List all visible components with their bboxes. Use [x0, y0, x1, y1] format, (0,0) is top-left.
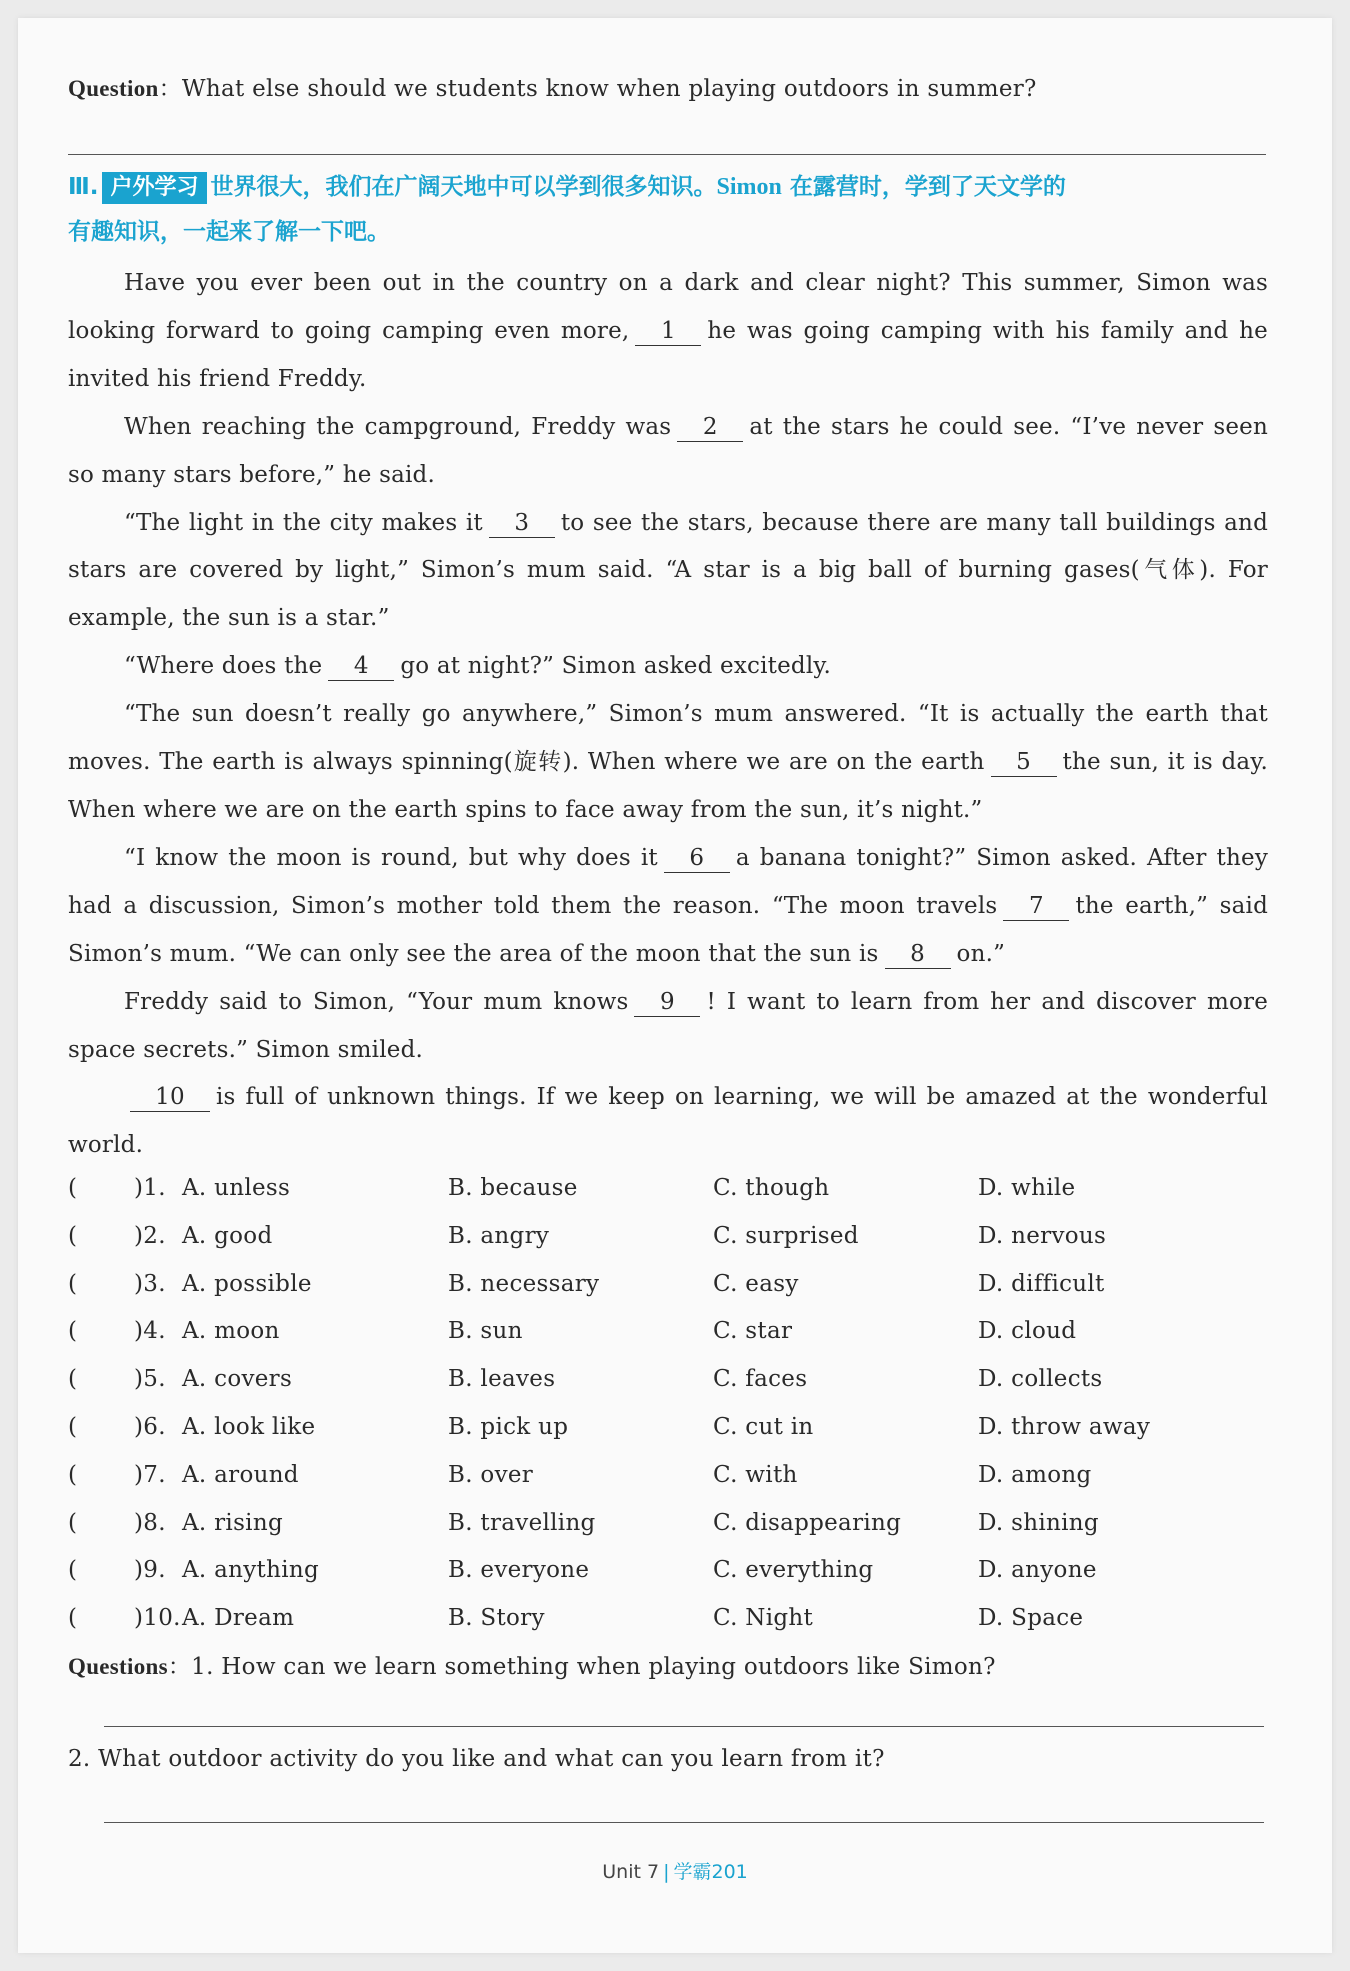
option-a[interactable]: A. Dream: [182, 1605, 295, 1632]
question-number: )1.: [134, 1175, 166, 1201]
blank-4[interactable]: 4: [328, 652, 394, 681]
answer-line: [68, 154, 1266, 155]
option-row: [68, 1308, 1268, 1356]
option-a[interactable]: A. rising: [182, 1509, 283, 1536]
page-footer: Unit 7 | 学霸201: [602, 1861, 748, 1883]
option-b[interactable]: B. travelling: [448, 1509, 596, 1536]
question-text: What else should we students know when playing outdoors in summer?: [181, 76, 1037, 102]
options-list: [68, 1165, 1268, 1643]
option-row: [68, 1500, 1268, 1548]
paragraph: 10 is full of unknown things. If we keep on learning, we will be amazed at the wonderful world.: [68, 1084, 1268, 1159]
question-number: )9.: [134, 1557, 166, 1584]
brand-logo: 学霸: [673, 1861, 712, 1883]
paragraph: When reaching the campground, Freddy was 2 at the stars he could see. “I’ve never seen so many stars before,” he said.: [68, 413, 1268, 488]
option-a[interactable]: A. anything: [182, 1557, 319, 1584]
option-d[interactable]: D. among: [978, 1461, 1092, 1488]
reading-passage: [68, 260, 1268, 1170]
question-number: )6.: [134, 1413, 166, 1440]
option-b[interactable]: B. everyone: [448, 1557, 590, 1584]
question-2: 2. What outdoor activity do you like and what can you learn from it?: [68, 1746, 885, 1772]
paragraph: “The sun doesn’t really go anywhere,” Simon’s mum answered. “It is actually the earth that moves. The earth is always spinning(旋转). When where we are on the earth 5 the sun, it is day. When where we are on the earth spins to face away from the sun, it’s night.”: [68, 701, 1268, 823]
unit-label: Unit 7: [602, 1861, 660, 1883]
question-number: )5.: [134, 1366, 166, 1393]
question-number: )3.: [134, 1270, 166, 1297]
question-number: )2.: [134, 1222, 166, 1249]
option-c[interactable]: C. everything: [713, 1557, 874, 1584]
option-d[interactable]: D. shining: [978, 1509, 1099, 1536]
paragraph: “The light in the city makes it 3 to see the stars, because there are many tall buildings and stars are covered by light,” Simon’s mum said. “A star is a big ball of burning gases(气体). For example, the sun is a star.”: [68, 509, 1268, 632]
option-d[interactable]: D. nervous: [978, 1222, 1107, 1249]
option-c[interactable]: C. disappearing: [713, 1509, 902, 1536]
page-number: 201: [711, 1861, 748, 1883]
paragraph: Freddy said to Simon, “Your mum knows 9 ! I want to learn from her and discover more space secrets.” Simon smiled.: [68, 988, 1269, 1063]
answer-paren[interactable]: (: [68, 1222, 78, 1249]
option-c[interactable]: C. with: [713, 1461, 798, 1488]
option-d[interactable]: D. collects: [978, 1366, 1103, 1393]
option-a[interactable]: A. around: [182, 1461, 299, 1488]
option-a[interactable]: A. covers: [182, 1366, 293, 1393]
answer-paren[interactable]: (: [68, 1270, 78, 1297]
section-heading: Ⅲ. 户外学习 世界很大，我们在广阔天地中可以学到很多知识。Simon 在露营时，学到了天文学的 有趣知识，一起来了解一下吧。: [68, 174, 1066, 245]
answer-paren[interactable]: (: [68, 1366, 78, 1393]
option-d[interactable]: D. Space: [978, 1605, 1084, 1632]
option-row: [68, 1452, 1268, 1500]
option-row: [68, 1595, 1268, 1643]
option-row: [68, 1165, 1268, 1213]
paragraph: “Where does the 4 go at night?” Simon asked excitedly.: [124, 653, 832, 680]
option-d[interactable]: D. cloud: [978, 1318, 1077, 1345]
option-a[interactable]: A. unless: [182, 1175, 291, 1201]
question-number: )10.: [134, 1605, 181, 1632]
option-c[interactable]: C. faces: [713, 1366, 808, 1393]
option-a[interactable]: A. possible: [182, 1270, 312, 1297]
option-b[interactable]: B. leaves: [448, 1366, 556, 1393]
question-number: )4.: [134, 1318, 166, 1345]
paragraph: “I know the moon is round, but why does it 6 a banana tonight?” Simon asked. After they had a discussion, Simon’s mother told them the reason. “The moon travels 7 the earth,” said Simon’s mum. “We can only see the area of the moon that the sun is 8 on.”: [68, 844, 1269, 967]
option-d[interactable]: D. anyone: [978, 1557, 1097, 1584]
paragraph: Have you ever been out in the country on a dark and clear night? This summer, Simon was looking forward to going camping even more, 1 he was going camping with his family and he invited his friend Freddy.: [68, 270, 1268, 392]
blank-2[interactable]: 2: [677, 413, 743, 442]
question-number: )8.: [134, 1509, 166, 1536]
answer-paren[interactable]: (: [68, 1318, 78, 1345]
option-b[interactable]: B. because: [448, 1175, 578, 1201]
option-b[interactable]: B. pick up: [448, 1413, 569, 1440]
option-b[interactable]: B. sun: [448, 1318, 523, 1345]
option-c[interactable]: C. cut in: [713, 1413, 814, 1440]
question-number: )7.: [134, 1461, 166, 1488]
blank-1[interactable]: 1: [635, 317, 701, 346]
answer-paren[interactable]: (: [68, 1605, 78, 1632]
question-1: Questions：1. How can we learn something when playing outdoors like Simon?: [68, 1654, 996, 1680]
blank-8[interactable]: 8: [885, 940, 951, 969]
blank-10[interactable]: 10: [130, 1083, 210, 1112]
option-b[interactable]: B. angry: [448, 1222, 550, 1249]
answer-line[interactable]: [104, 1822, 1264, 1823]
option-d[interactable]: D. throw away: [978, 1413, 1151, 1440]
option-a[interactable]: A. moon: [182, 1318, 280, 1345]
answer-paren[interactable]: (: [68, 1461, 78, 1488]
option-c[interactable]: C. surprised: [713, 1222, 859, 1249]
blank-9[interactable]: 9: [634, 988, 700, 1017]
answer-paren[interactable]: (: [68, 1557, 78, 1584]
answer-line[interactable]: [104, 1726, 1264, 1727]
section-tag: 户外学习: [102, 172, 206, 204]
option-b[interactable]: B. necessary: [448, 1270, 600, 1297]
option-d[interactable]: D. while: [978, 1175, 1076, 1201]
blank-6[interactable]: 6: [664, 844, 730, 873]
option-a[interactable]: A. look like: [182, 1413, 316, 1440]
blank-3[interactable]: 3: [489, 509, 555, 538]
option-d[interactable]: D. difficult: [978, 1270, 1105, 1297]
answer-paren[interactable]: (: [68, 1175, 78, 1201]
option-row: [68, 1404, 1268, 1452]
blank-7[interactable]: 7: [1003, 892, 1069, 921]
option-b[interactable]: B. over: [448, 1461, 534, 1488]
option-row: [68, 1547, 1268, 1595]
option-c[interactable]: C. easy: [713, 1270, 799, 1297]
answer-paren[interactable]: (: [68, 1509, 78, 1536]
question-label: Question: [68, 76, 159, 101]
option-c[interactable]: C. though: [713, 1175, 830, 1201]
option-c[interactable]: C. Night: [713, 1605, 814, 1632]
option-a[interactable]: A. good: [182, 1222, 273, 1249]
option-row: [68, 1261, 1268, 1309]
option-row: [68, 1213, 1268, 1261]
option-row: [68, 1356, 1268, 1404]
blank-5[interactable]: 5: [991, 748, 1057, 777]
top-question: Question：What else should we students know when playing outdoors in summer?: [68, 76, 1037, 102]
option-c[interactable]: C. star: [713, 1318, 793, 1345]
option-b[interactable]: B. Story: [448, 1605, 545, 1632]
answer-paren[interactable]: (: [68, 1413, 78, 1440]
